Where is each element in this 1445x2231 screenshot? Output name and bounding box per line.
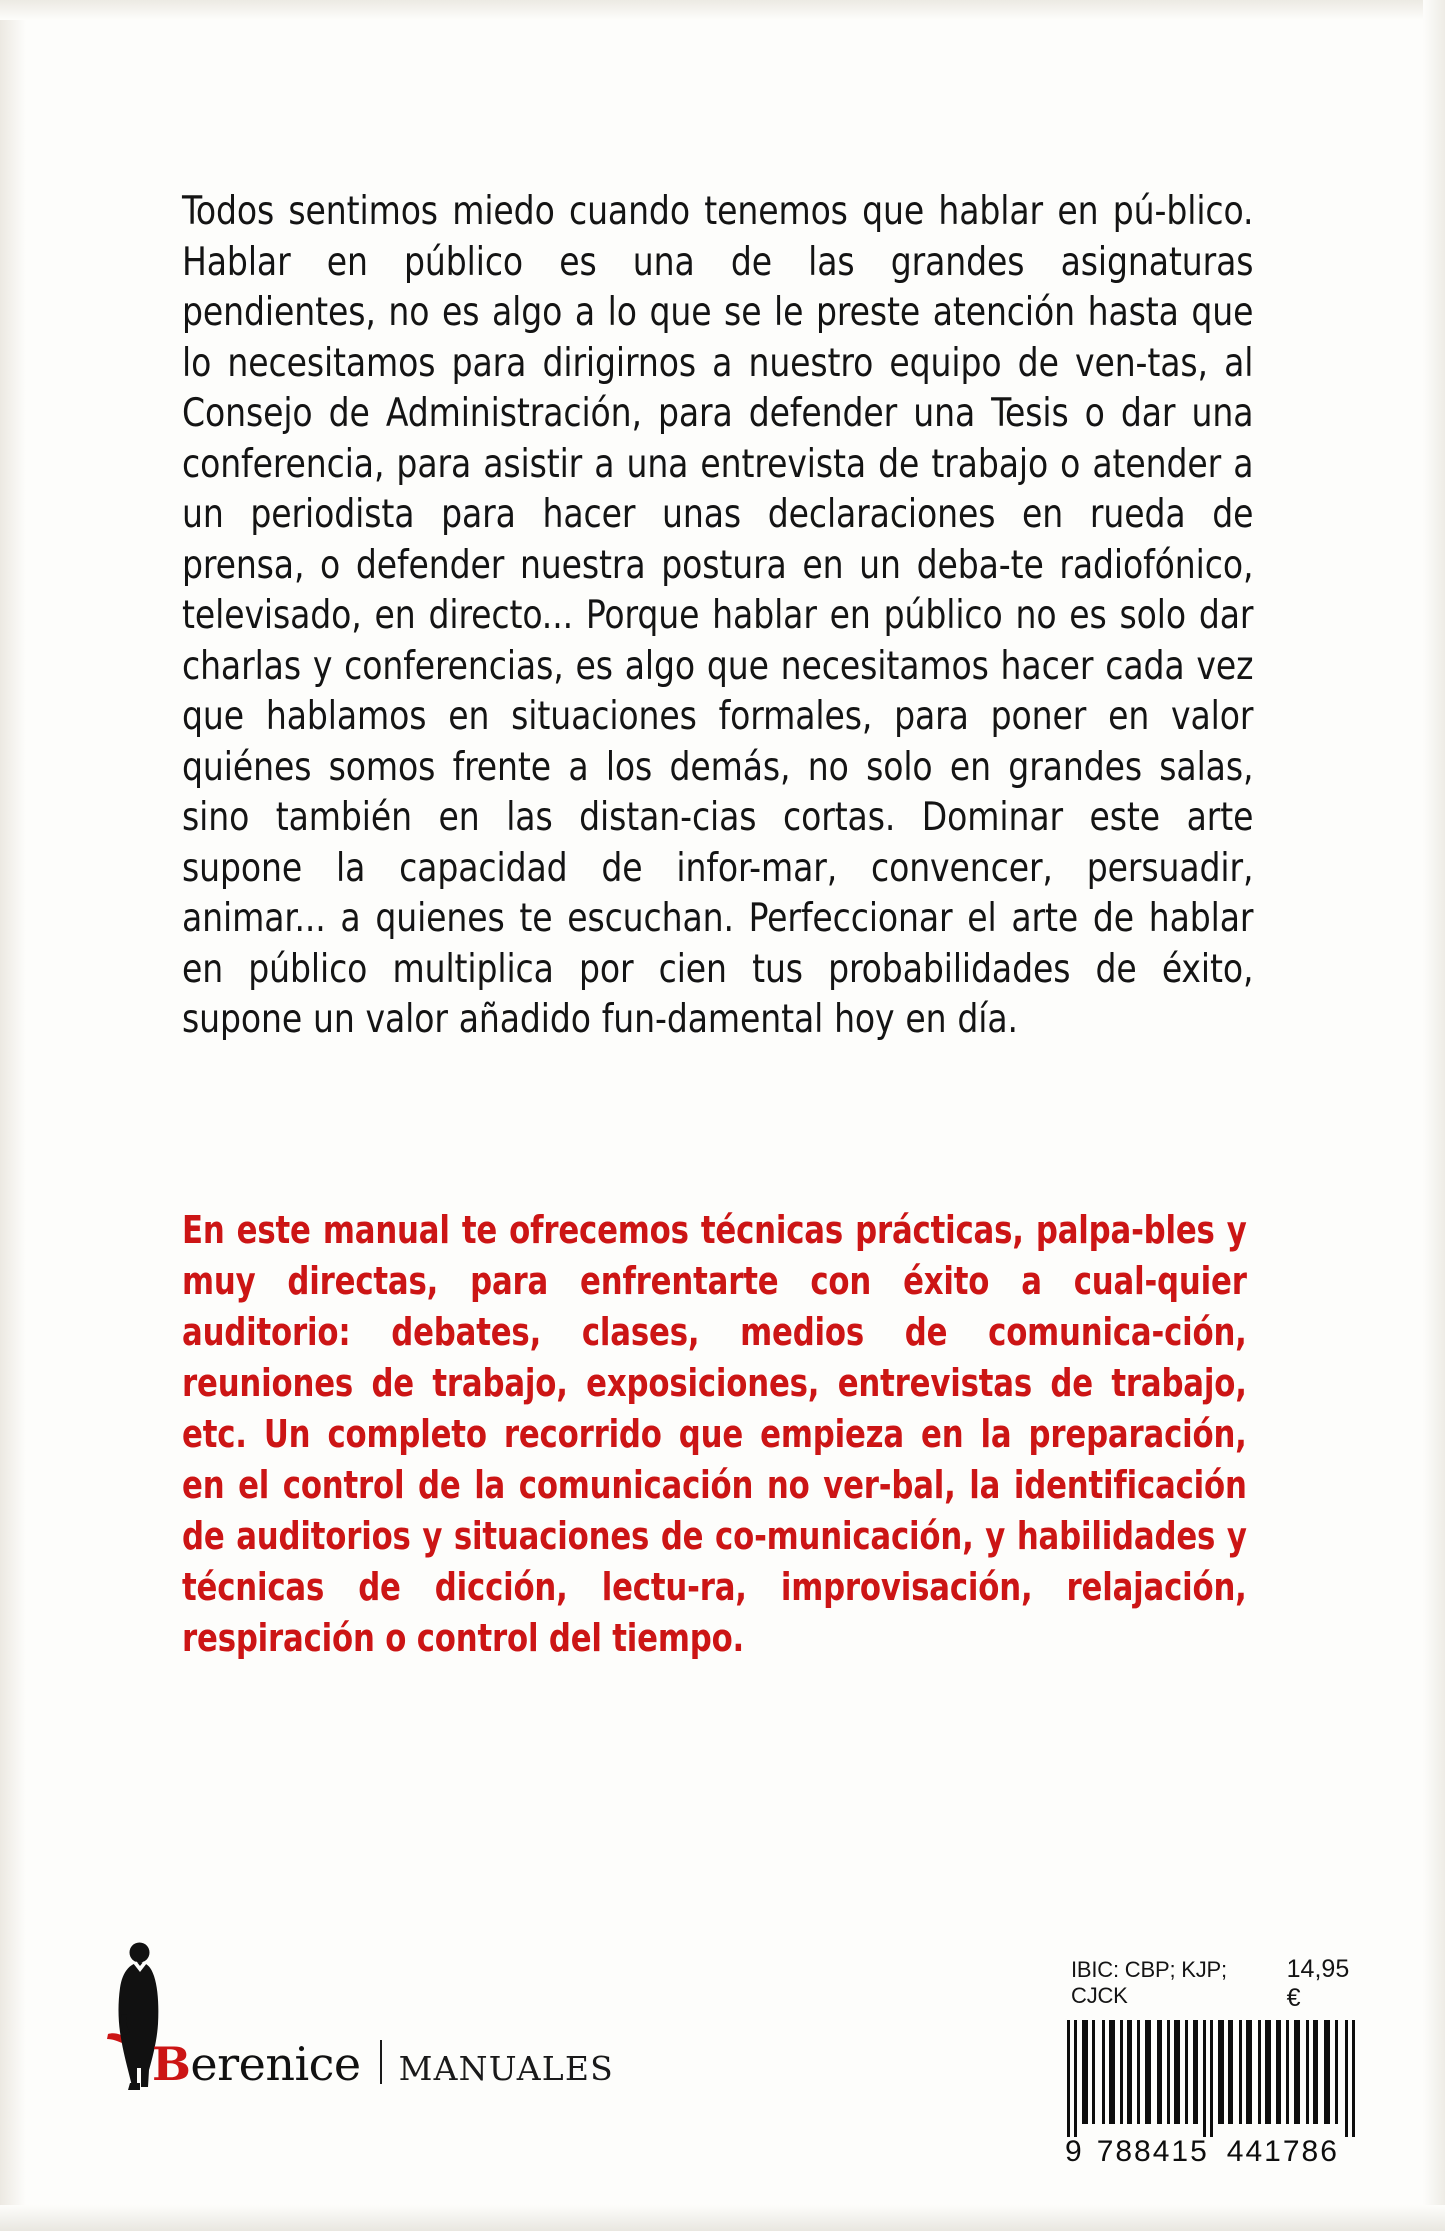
publisher-logo bbox=[92, 1940, 614, 2130]
series-name: MANUALES bbox=[398, 2049, 614, 2088]
ean-group-right: 441786 bbox=[1226, 2135, 1339, 2168]
blurb-paragraph: Todos sentimos miedo cuando tenemos que hablar en pú-blico. Hablar en público es una de las grandes asignaturas pendientes, no es algo a lo que se le preste atención hasta que lo necesitamos para dirigirnos a nuestro equipo de ven-tas, al Consejo de Administración, para defender una Tesis o dar una conferencia, para asistir a una entrevista de trabajo o atender a un periodista para hacer unas declaraciones en rueda de prensa, o defender nuestra postura en un deba-te radiofónico, televisado, en directo... Porque hablar en público no es solo dar charlas y conferencias, es algo que necesitamos hacer cada vez que hablamos en situaciones formales, para poner en valor quiénes somos frente a los demás, no solo en grandes salas, sino también en las distan-cias cortas. Dominar este arte supone la capacidad de infor-mar, convencer, persuadir, animar... a quienes te escuchan. Perfeccionar el arte de hablar en público multiplica por cien tus probabilidades de éxito, supone un valor añadido fun-damental hoy en día. bbox=[182, 188, 1254, 1042]
ean13-barcode bbox=[1063, 2020, 1363, 2137]
brand-rest: erenice bbox=[190, 2037, 361, 2091]
promotional-blurb bbox=[182, 1205, 1247, 1664]
page-edge-left bbox=[0, 0, 26, 2231]
ibic-price-row bbox=[1063, 1955, 1373, 2013]
ibic-codes: IBIC: CBP; KJP; CJCK bbox=[1071, 1957, 1227, 2008]
publisher-wordmark bbox=[152, 2036, 614, 2091]
brand-name bbox=[152, 2037, 361, 2091]
page-edge-bottom bbox=[0, 2205, 1445, 2231]
ean-group-left: 788415 bbox=[1096, 2135, 1209, 2168]
price-label: 14,95 € bbox=[1286, 1955, 1350, 2012]
promo-paragraph: En este manual te ofrecemos técnicas prácticas, palpa-bles y muy directas, para enfrentarte con éxito a cual-quier auditorio: debates, clases, medios de comunica-ción, reuniones de trabajo, exposiciones, entrevistas de trabajo, etc. Un completo recorrido que empieza en la preparación, en el control de la comunicación no ver-bal, la identificación de auditorios y situaciones de co-municación, y habilidades y técnicas de dicción, lectu-ra, improvisación, relajación, respiración o control del tiempo. bbox=[182, 1208, 1247, 1660]
logo-divider bbox=[380, 2040, 382, 2084]
barcode-block bbox=[1063, 1955, 1373, 2169]
ean13-digits bbox=[1063, 2135, 1373, 2169]
page-edge-right bbox=[1423, 0, 1445, 2231]
back-cover-blurb bbox=[182, 186, 1254, 1045]
ean-lead-digit: 9 bbox=[1065, 2135, 1084, 2168]
page-edge-top bbox=[0, 0, 1445, 20]
brand-initial: B bbox=[152, 2037, 191, 2091]
